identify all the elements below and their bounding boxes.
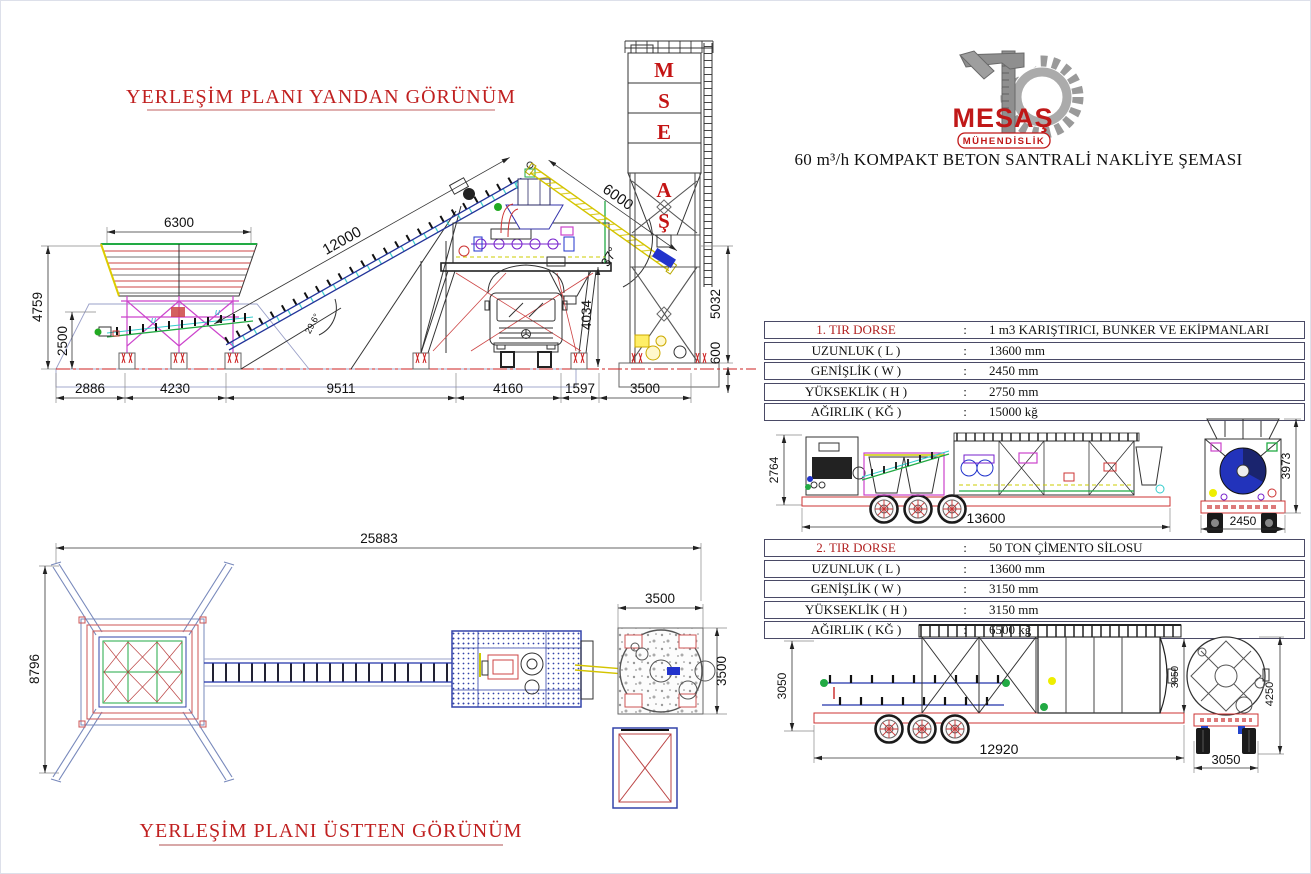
row-label: YÜKSEKLİK ( H ) (804, 383, 908, 399)
dim-37deg: 37° (597, 244, 621, 270)
row-label: YÜKSEKLİK ( H ) (804, 601, 908, 617)
dim-6300: 6300 (163, 215, 195, 230)
silo-letter-m: M (654, 58, 674, 82)
table-row (764, 342, 1305, 360)
row-label: AĞIRLIK ( KĞ ) (810, 404, 902, 419)
trailer1-spec-table (764, 321, 1305, 424)
dim-4230: 4230 (159, 381, 191, 396)
dim-3050-left: 3050 (775, 672, 789, 700)
table-row (764, 539, 1305, 557)
colon: : (963, 560, 967, 576)
table-row (764, 321, 1305, 339)
row-label: GENİŞLİK ( W ) (810, 363, 902, 378)
dim-12920: 12920 (979, 741, 1019, 757)
silo-letter-a: A (656, 178, 672, 202)
plant-layout-drawing (1, 1, 764, 874)
dim-5032: 5032 (708, 288, 723, 320)
row-value: 13600 mm (989, 342, 1045, 358)
dim-3973: 3973 (1279, 452, 1293, 480)
dim-4034: 4034 (579, 299, 594, 331)
trailer2-drawing (764, 621, 1311, 786)
logo-text: MESAŞ (952, 103, 1054, 133)
colon: : (963, 342, 967, 358)
table-row (764, 580, 1305, 598)
table-row (764, 383, 1305, 401)
colon: : (963, 404, 967, 419)
clamp-mark-2: u (215, 307, 221, 317)
dim-29-6deg: 29.6° (302, 311, 322, 336)
trailer2-name: 2. TIR DORSE (816, 540, 896, 555)
silo-foundation-plan (618, 591, 729, 714)
trailer2-side-view (814, 625, 1184, 743)
schema-title: 60 m³/h KOMPAKT BETON SANTRALİ NAKLİYE ŞEMASI (794, 150, 1243, 169)
mixer-truck-front (485, 257, 567, 367)
dim-1597: 1597 (564, 381, 596, 396)
clamp-mark-1: u (151, 315, 157, 325)
colon: : (963, 581, 967, 596)
dim-600: 600 (708, 341, 723, 365)
row-value: 15000 kğ (989, 404, 1038, 419)
dim-3500-plan-d: 3500 (714, 655, 729, 687)
colon: : (963, 322, 967, 337)
dim-12000: 12000 (319, 223, 365, 259)
trailer1-name: 1. TIR DORSE (816, 322, 896, 337)
dim-8796: 8796 (27, 653, 42, 685)
dim-4759: 4759 (30, 291, 45, 323)
logo-subtitle: MÜHENDİSLİK (962, 136, 1046, 147)
foundation-pad-plan (613, 728, 677, 808)
colon: : (963, 363, 967, 378)
dim-2500: 2500 (55, 325, 70, 357)
bottom-dim-chain (56, 373, 691, 403)
row-label: UZUNLUK ( L ) (811, 342, 901, 358)
top-view-drawing (27, 531, 729, 845)
row-label: AĞIRLIK ( KĞ ) (810, 622, 902, 637)
table-row (764, 560, 1305, 578)
dim-2764: 2764 (767, 456, 781, 484)
trailer1-rear-view (1201, 419, 1301, 533)
dim-2886: 2886 (74, 381, 106, 396)
row-value: 3150 mm (989, 581, 1039, 596)
row-label: GENİŞLİK ( W ) (810, 581, 902, 596)
silo-letter-s: S (658, 89, 670, 113)
table-row (764, 362, 1305, 380)
dim-3050-rear: 3050 (1211, 752, 1241, 767)
side-view-title: YERLEŞİM PLANI YANDAN GÖRÜNÜM (126, 86, 516, 108)
dim-6000: 6000 (599, 180, 637, 214)
trailer1-description: 1 m3 KARIŞTIRICI, BUNKER VE EKİPMANLARI (989, 322, 1269, 337)
colon: : (963, 540, 967, 555)
dim-3500-silo: 3500 (629, 381, 661, 396)
colon: : (963, 601, 967, 617)
trailer2-description: 50 TON ÇİMENTO SİLOSU (989, 540, 1143, 555)
dim-2450: 2450 (1229, 514, 1257, 528)
silo-letter-s2: Ş (658, 209, 670, 233)
dim-3500-plan-w: 3500 (644, 591, 676, 606)
mixer-platform-plan (452, 631, 593, 707)
cement-silo (625, 41, 733, 393)
dim-25883: 25883 (360, 531, 398, 546)
trailer2-rear-view (1187, 637, 1284, 773)
row-label: UZUNLUK ( L ) (811, 560, 901, 576)
trailer1-drawing (764, 413, 1311, 541)
dim-9511: 9511 (326, 381, 356, 396)
company-logo (926, 43, 1116, 151)
dim-13600: 13600 (966, 510, 1006, 526)
dim-3050-side: 3050 (1170, 665, 1181, 689)
row-value: 2750 mm (989, 383, 1039, 399)
silo-letter-e: E (656, 120, 672, 144)
dim-4250: 4250 (1264, 681, 1276, 707)
conveyor-plan (204, 659, 459, 686)
colon: : (963, 383, 967, 399)
row-value: 13600 mm (989, 560, 1045, 576)
table-row (764, 601, 1305, 619)
row-value: 3150 mm (989, 601, 1039, 617)
dim-4160: 4160 (492, 381, 524, 396)
top-view-title: YERLEŞİM PLANI ÜSTTEN GÖRÜNÜM (139, 820, 523, 842)
row-value: 2450 mm (989, 363, 1039, 378)
